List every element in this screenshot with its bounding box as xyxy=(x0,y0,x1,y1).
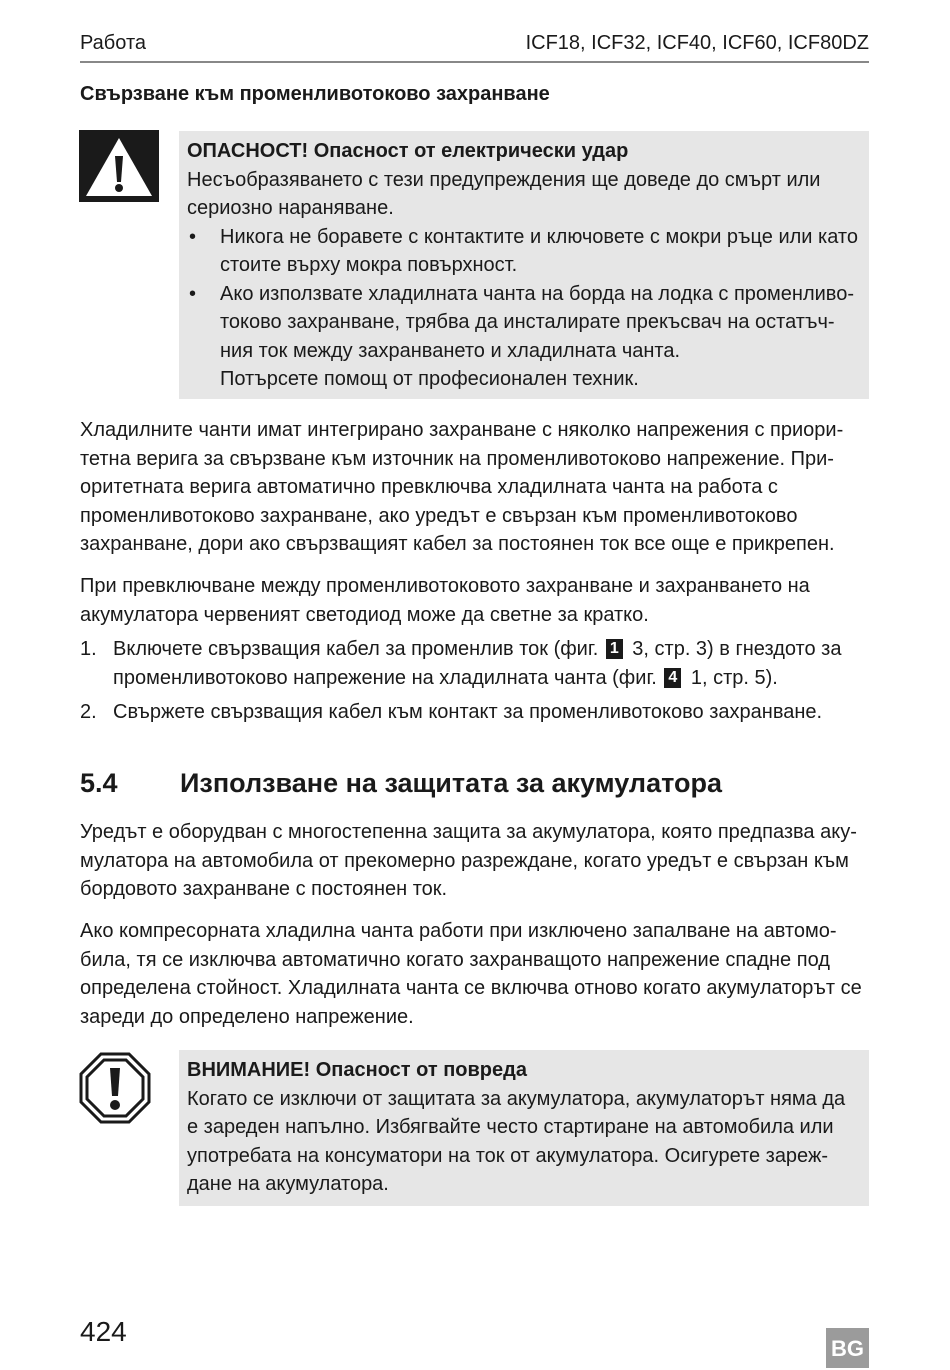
figure-ref-badge: 4 xyxy=(664,668,681,688)
caution-octagon-icon xyxy=(79,1052,151,1124)
step-number: 2. xyxy=(80,701,97,723)
list-item xyxy=(80,698,870,727)
step-text: 3, стр. 3) в гнездото за променливотоково напрежение на хладилната чанта (фиг. xyxy=(113,638,842,689)
page-number: 424 xyxy=(80,1316,127,1347)
language-badge: BG xyxy=(826,1328,869,1368)
paragraph-battery-protection: Уредът е оборудван с многостепенна защита за акумулатора, която предпазва аку-мулатора на автомобила от прекомерно разреждане, когато уредът е свързан към бордовото захранване с постоянен ток. xyxy=(80,821,857,900)
section-title: Използване на защитата за акумулатора xyxy=(180,768,722,798)
danger-bullet xyxy=(187,280,859,394)
header-divider xyxy=(80,61,869,63)
list-item xyxy=(80,635,870,692)
danger-bullet xyxy=(187,223,859,280)
subheading: Свързване към променливотоково захранване xyxy=(80,83,550,105)
danger-bullet-text: Ако използвате хладилната чанта на борда на лодка с променливо-токово захранване, трябва да инсталирате прекъсвач на остатъч-ния ток между захранването и хладилната чанта. xyxy=(220,282,854,362)
danger-text: Несъобразяването с тези предупреждения ще доведе до смърт или сериозно нараняване. xyxy=(187,168,821,219)
figure-ref-badge: 1 xyxy=(606,639,623,659)
danger-title: ОПАСНОСТ! Опасност от електрически удар xyxy=(187,140,629,162)
danger-notice xyxy=(179,131,869,399)
step-text: Включете свързващия кабел за променлив ток (фиг. xyxy=(113,638,599,660)
step-text: Свържете свързващия кабел към контакт за променливотоково захранване. xyxy=(113,701,823,723)
section-number: 5.4 xyxy=(80,768,118,798)
caution-title: ВНИМАНИЕ! Опасност от повреда xyxy=(187,1059,527,1081)
paragraph-led-note: При превключване между променливотоковото захранване и захранването на акумулатора червеният светодиод може да светне за кратко. xyxy=(80,575,810,626)
step-number: 1. xyxy=(80,638,97,660)
step-text: 1, стр. 5). xyxy=(690,666,778,689)
danger-bullet-tail: Потърсете помощ от професионален техник. xyxy=(220,368,639,390)
header-section-label: Работа xyxy=(80,32,146,54)
paragraph-priority-circuit: Хладилните чанти имат интегрирано захранване с няколко напрежения с приори-тетна верига за свързване към източник на променливотоково напрежение. При-оритетната верига автоматично превключва хладилната чанта на работа с променливотоково захранване, ако уредът е свързан към променливотоково захранване, дори ако свързващият кабел за постоянен ток все още е прикрепен. xyxy=(80,419,844,555)
steps-list xyxy=(80,635,870,733)
danger-bullet-text: Никога не боравете с контактите и ключовете с мокри ръце или като стоите върху мокра повърхност. xyxy=(220,225,858,276)
paragraph-auto-shutoff: Ако компресорната хладилна чанта работи при изключено запалване на автомо-била, тя се изключва автоматично когато захранващото напрежение спадне под определена стойност. Хладилната чанта се включва отново когато акумулаторът се зареди до определено напрежение. xyxy=(80,920,862,1028)
warning-triangle-icon xyxy=(79,130,159,202)
header-models: ICF18, ICF32, ICF40, ICF60, ICF80DZ xyxy=(525,32,869,54)
bullet-dot: • xyxy=(189,282,197,305)
bullet-dot: • xyxy=(189,225,197,248)
caution-text: Когато се изключи от защитата за акумулатора, акумулаторът няма да е зареден напълно. Избягвайте често стартиране на автомобила или употребата на консуматори на ток от акумулатора. Осигурете зареж-дане на акумулатора. xyxy=(187,1087,846,1195)
caution-notice xyxy=(179,1050,869,1206)
